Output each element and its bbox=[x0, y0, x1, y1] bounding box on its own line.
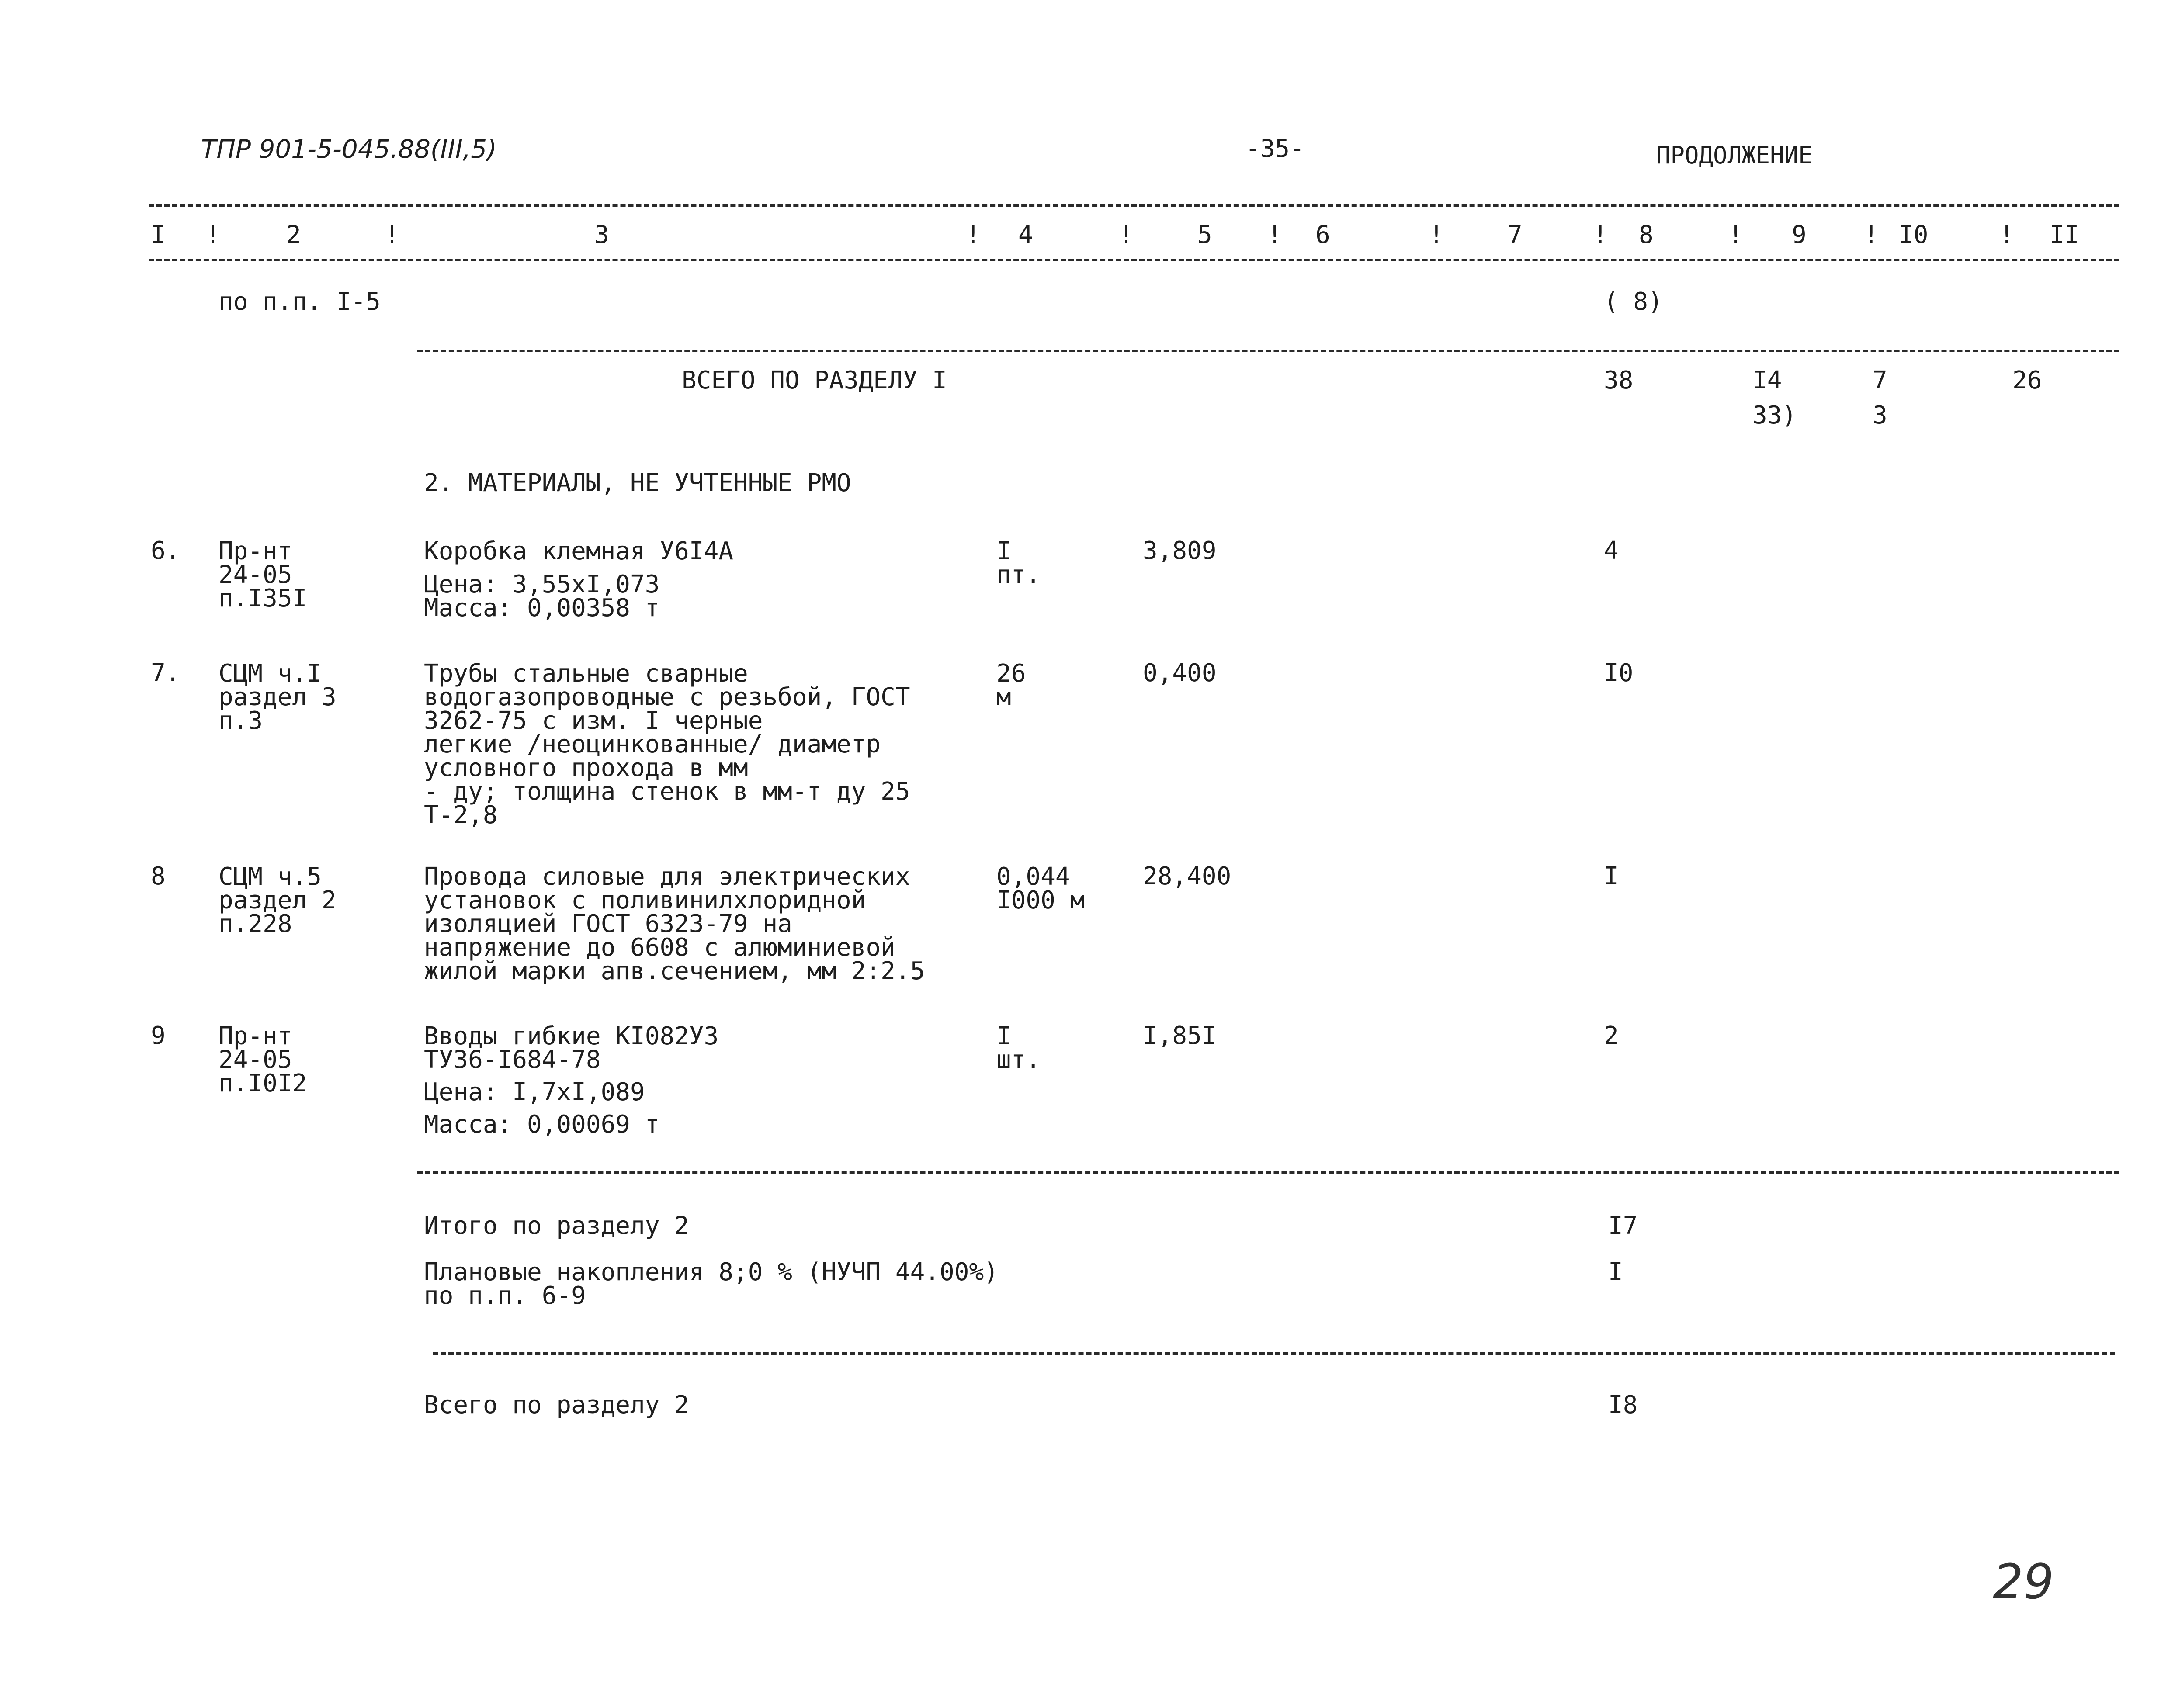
section2-title: 2. МАТЕРИАЛЫ, НЕ УЧТЕННЫЕ РМО bbox=[424, 469, 851, 497]
row-9-number: 9 bbox=[151, 1022, 166, 1050]
unit-line: I bbox=[996, 537, 1011, 565]
unit-line: I000 м bbox=[996, 886, 1085, 915]
section1-total-col9-b: 33) bbox=[1752, 401, 1797, 430]
planned-line: по п.п. 6-9 bbox=[424, 1282, 586, 1310]
row-9-description bbox=[424, 1022, 719, 1139]
planned-col8: I bbox=[1608, 1258, 1623, 1286]
subtotal-col8: I7 bbox=[1608, 1212, 1638, 1240]
col-header-5: 5 bbox=[1197, 221, 1212, 249]
desc-line: Провода силовые для электрических bbox=[424, 863, 910, 891]
desc-line: Т-2,8 bbox=[424, 801, 498, 829]
desc-line: Цена: I,7хI,089 bbox=[424, 1078, 645, 1106]
row-6-description bbox=[424, 537, 734, 622]
page-number: -35- bbox=[1245, 135, 1304, 163]
ref-line: п.I35I bbox=[219, 584, 307, 613]
row-7-price: 0,400 bbox=[1143, 659, 1217, 687]
col-header-3: 3 bbox=[594, 221, 609, 249]
col-header-9: 9 bbox=[1792, 221, 1807, 249]
col-separator: ! bbox=[1999, 221, 2014, 249]
desc-line: Трубы стальные сварные bbox=[424, 659, 748, 688]
section1-total-col10-b: 3 bbox=[1873, 401, 1887, 430]
header-bottom-rule bbox=[149, 259, 2119, 261]
row-6-unit bbox=[996, 537, 1041, 589]
col-header-4: 4 bbox=[1018, 221, 1033, 249]
desc-line: - ду; толщина стенок в мм-т ду 25 bbox=[424, 777, 910, 806]
row-7-description bbox=[424, 659, 910, 829]
row-7-reference bbox=[219, 659, 336, 735]
row-9-col8: 2 bbox=[1604, 1022, 1619, 1050]
row-8-unit bbox=[996, 863, 1085, 915]
section1-total-col10: 7 bbox=[1873, 366, 1887, 395]
row-8-description bbox=[424, 865, 925, 983]
ref-line: СЦМ ч.5 bbox=[219, 863, 322, 891]
unit-line: м bbox=[996, 683, 1011, 711]
ref-line: раздел 2 bbox=[219, 886, 336, 915]
section2-total-col8: I8 bbox=[1608, 1391, 1638, 1419]
header-top-rule bbox=[149, 204, 2119, 207]
col-separator: ! bbox=[1728, 221, 1743, 249]
row-7-col8: I0 bbox=[1604, 659, 1634, 687]
desc-line: Вводы гибкие КI082У3 bbox=[424, 1022, 719, 1050]
col-separator: ! bbox=[205, 221, 220, 249]
row-7-unit bbox=[996, 659, 1026, 711]
section1-total-col11: 26 bbox=[2012, 366, 2042, 395]
row-9-reference bbox=[219, 1022, 307, 1098]
desc-line: водогазопроводные с резьбой, ГОСТ bbox=[424, 683, 910, 711]
subtotal-rule bbox=[417, 1171, 2119, 1174]
unit-line: шт. bbox=[996, 1046, 1041, 1074]
ref-line: Пр-нт bbox=[219, 1022, 292, 1050]
ref-line: Пр-нт bbox=[219, 537, 292, 565]
ref-line: раздел 3 bbox=[219, 683, 336, 711]
section2-total-label: Всего по разделу 2 bbox=[424, 1391, 689, 1419]
row-6-price: 3,809 bbox=[1143, 537, 1217, 565]
col-separator: ! bbox=[1864, 221, 1879, 249]
section1-total-col9: I4 bbox=[1752, 366, 1782, 395]
row-9-unit bbox=[996, 1022, 1041, 1074]
unit-line: 26 bbox=[996, 659, 1026, 688]
handwritten-page-number: 29 bbox=[1993, 1554, 2054, 1610]
ref-line: п.I0I2 bbox=[219, 1069, 307, 1098]
planned-accumulations bbox=[424, 1258, 999, 1310]
column-header-row bbox=[0, 221, 2175, 251]
unit-line: 0,044 bbox=[996, 863, 1070, 891]
ref-line: п.228 bbox=[219, 910, 292, 938]
col-header-11: II bbox=[2050, 221, 2079, 249]
col-separator: ! bbox=[385, 221, 399, 249]
desc-line: Коробка клемная У6I4А bbox=[424, 537, 734, 565]
row-8-number: 8 bbox=[151, 862, 166, 890]
row-8-reference bbox=[219, 865, 336, 936]
ref-line: СЦМ ч.I bbox=[219, 659, 322, 688]
col-separator: ! bbox=[1119, 221, 1134, 249]
pp-range-col8: ( 8) bbox=[1604, 288, 1663, 316]
desc-line: напряжение до 6608 с алюминиевой bbox=[424, 933, 895, 962]
desc-line: легкие /неоцинкованные/ диаметр bbox=[424, 730, 881, 759]
document-code: ТПР 901-5-045.88(III,5) bbox=[201, 134, 497, 164]
section1-total-label: ВСЕГО ПО РАЗДЕЛУ I bbox=[682, 366, 947, 395]
section1-total-rule bbox=[417, 350, 2119, 352]
desc-line: изоляцией ГОСТ 6323-79 на bbox=[424, 910, 792, 938]
pp-range-label: по п.п. I-5 bbox=[219, 288, 381, 316]
desc-line: установок с поливинилхлоридной bbox=[424, 886, 866, 915]
col-header-2: 2 bbox=[286, 221, 301, 249]
desc-line: Цена: 3,55хI,073 bbox=[424, 570, 660, 599]
planned-line: Плановые накопления 8;0 % (НУЧП 44.00%) bbox=[424, 1258, 999, 1286]
row-8-col8: I bbox=[1604, 862, 1619, 890]
col-header-7: 7 bbox=[1508, 221, 1523, 249]
col-header-1: I bbox=[151, 221, 166, 249]
row-8-price: 28,400 bbox=[1143, 862, 1231, 890]
col-header-6: 6 bbox=[1315, 221, 1330, 249]
desc-line: 3262-75 с изм. I черные bbox=[424, 707, 763, 735]
col-separator: ! bbox=[1267, 221, 1282, 249]
unit-line: пт. bbox=[996, 561, 1041, 589]
desc-line: Масса: 0,00358 т bbox=[424, 594, 660, 622]
row-6-reference bbox=[219, 537, 307, 613]
subtotal-label: Итого по разделу 2 bbox=[424, 1212, 689, 1240]
section1-total-col8: 38 bbox=[1604, 366, 1634, 395]
ref-line: п.3 bbox=[219, 707, 263, 735]
ref-line: 24-05 bbox=[219, 1046, 292, 1074]
col-separator: ! bbox=[1429, 221, 1444, 249]
desc-line: жилой марки апв.сечением, мм 2:2.5 bbox=[424, 957, 925, 985]
ref-line: 24-05 bbox=[219, 561, 292, 589]
row-6-col8: 4 bbox=[1604, 537, 1619, 565]
desc-line: ТУ36-I684-78 bbox=[424, 1046, 601, 1074]
row-6-number: 6. bbox=[151, 537, 180, 565]
unit-line: I bbox=[996, 1022, 1011, 1050]
continuation-label: ПРОДОЛЖЕНИЕ bbox=[1656, 142, 1813, 169]
col-separator: ! bbox=[1593, 221, 1608, 249]
row-7-number: 7. bbox=[151, 659, 180, 687]
col-separator: ! bbox=[966, 221, 981, 249]
desc-line: Масса: 0,00069 т bbox=[424, 1110, 660, 1139]
col-header-10: I0 bbox=[1899, 221, 1929, 249]
desc-line: условного прохода в мм bbox=[424, 754, 748, 782]
row-9-price: I,85I bbox=[1143, 1022, 1217, 1050]
col-header-8: 8 bbox=[1639, 221, 1654, 249]
section2-total-rule bbox=[433, 1352, 2115, 1355]
